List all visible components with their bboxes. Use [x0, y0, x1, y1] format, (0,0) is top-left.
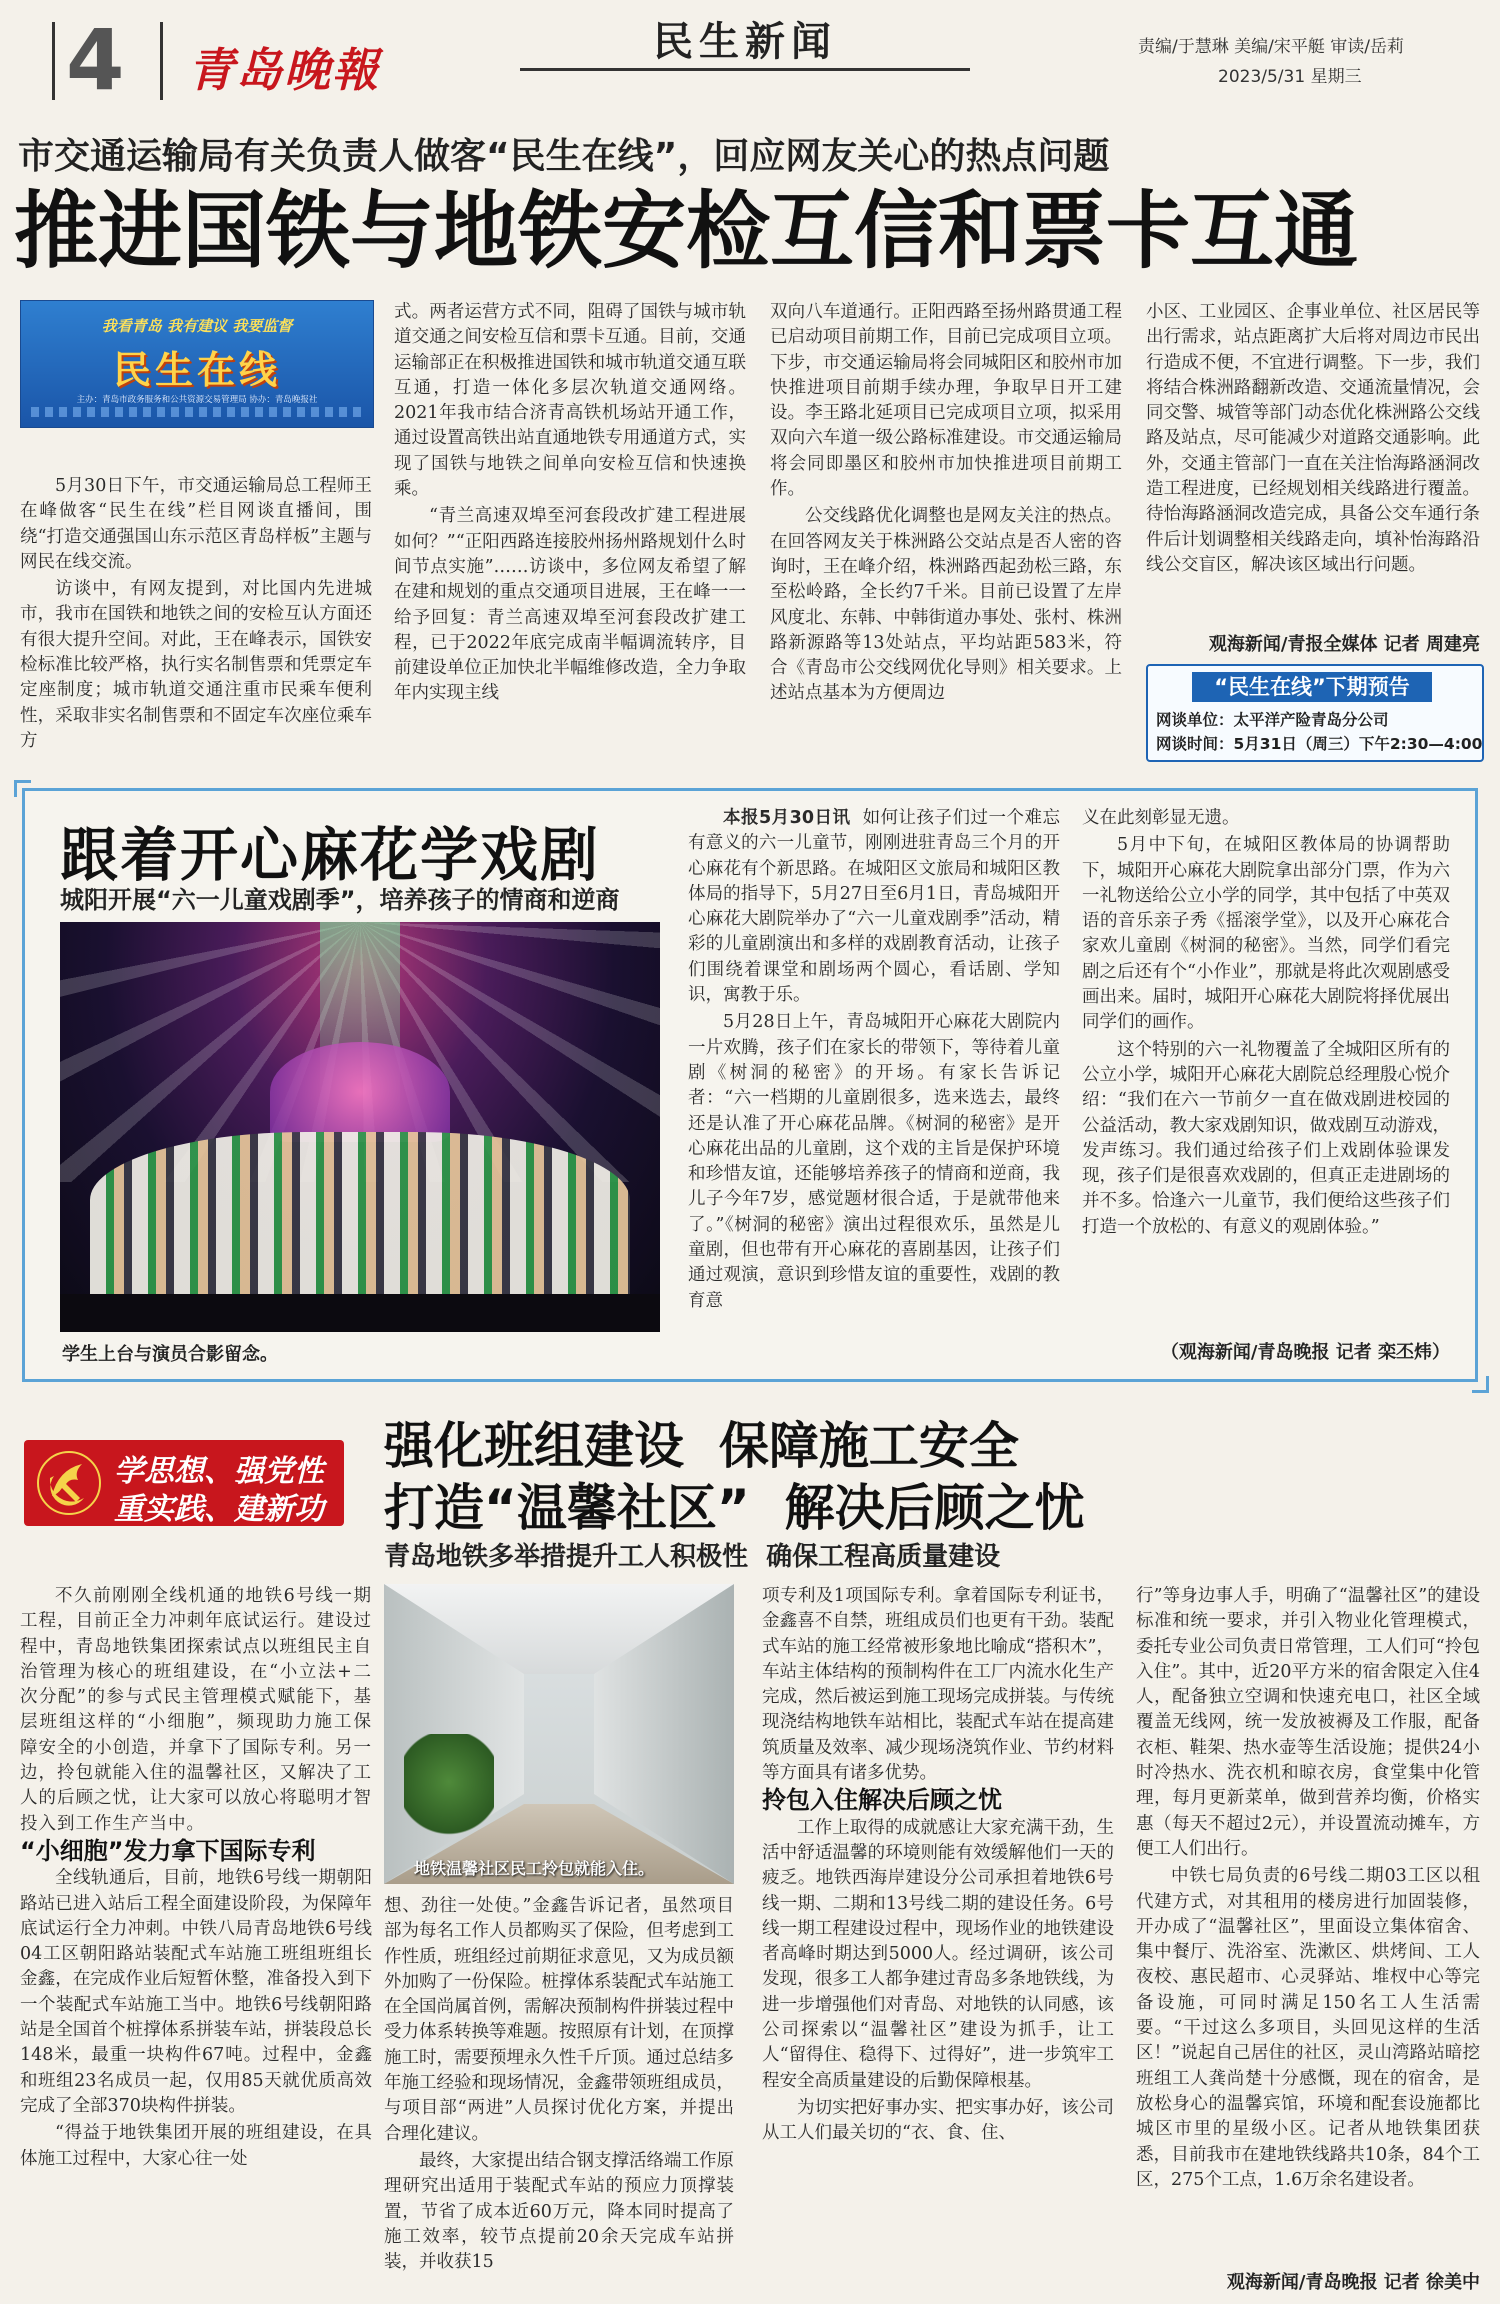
article3-headline-line-2: 打造“温馨社区” 解决后顾之忧 [384, 1479, 1085, 1537]
paragraph: 项专利及1项国际专利。拿着国际专利证书，金鑫喜不自禁，班组成员们也更有干劲。装配式车站的施工经常被形象地比喻成“搭积木”，车站主体结构的预制构件在工厂内流水化生产完成，然后被运到施工现场完成拼装。与传统现浇结构地铁车站相比，装配式车站在提高建筑质量及效率、减少现场浇筑作业、节约材料等方面具有诸多优势。 [762, 1586, 1114, 1784]
article1-column-2 [394, 300, 746, 774]
paragraph: 想、劲往一处使。”金鑫告诉记者，虽然项目部为每名工作人员都购买了保险，但考虑到工作性质，班组经过前期征求意见，又为成员额外加购了一份保险。桩撑体系装配式车站施工在全国尚属首例，需解决预制构件拼装过程中受力体系转换等难题。按照原有计划，在顶撑施工时，需要预埋永久性千斤顶。通过总结多年施工经验和现场情况，金鑫带领班组成员，与项目部“两进”人员探讨优化方案，并提出合理化建议。 [384, 1896, 734, 2144]
paragraph: 工作上取得的成就感让大家充满干劲，生活中舒适温馨的环境则能有效缓解他们一天的疲乏。地铁西海岸建设分公司承担着地铁6号线一期、二期和13号线二期的建设任务。6号线一期工程建设过程中，现场作业的地铁建设者高峰时期达到5000人。经过调研，该公司发现，很多工人都争建过青岛多条地铁线，为进一步增强他们对青岛、对地铁的认同感，该公司探索以“温馨社区”建设为抓手，让工人“留得住、稳得下、过得好”，进一步筑牢工程安全高质量建设的后勤保障根基。 [762, 1817, 1114, 2091]
masthead-mid-rule [160, 22, 163, 100]
masthead-rule [520, 68, 970, 71]
masthead-left-rule [52, 22, 55, 100]
students-group [90, 1132, 630, 1302]
editor-credits: 责编/于慧琳 美编/宋平艇 审读/岳莉 [1138, 37, 1404, 57]
party-emblem-icon [36, 1450, 102, 1516]
article3-column-3 [762, 1584, 1114, 2304]
article2-subhead: 城阳开展“六一儿童戏剧季”，培养孩子的情商和逆商 [60, 886, 620, 914]
paragraph: 5月30日下午，市交通运输局总工程师王在峰做客“民生在线”栏目网谈直播间，围绕“打造交通强国山东示范区青岛样板”主题与网民在线交流。 [20, 476, 372, 572]
preview-guest: 网谈单位：太平洋产险青岛分公司 [1156, 711, 1389, 729]
dorm-photo [384, 1584, 734, 1884]
paragraph: 中铁七局负责的6号线二期03工区以租代建方式，对其租用的楼房进行加固装修，开办成了“温馨社区”，里面设立集体宿舍、集中餐厅、洗浴室、洗漱区、烘烤间、工人夜校、惠民超市、心灵驿站、堆杈中心等完备设施，可同时满足150名工人生活需要。“干过这么多项目，头回见这样的生活区！”说起自己居住的社区，灵山湾路站暗挖班组工人龚尚楚十分感慨，现在的宿舍，是放松身心的温馨宾馆，环境和配套设施都比城区市里的星级小区。记者从地铁集团获悉，目前我市在建地铁线路共10条，84个工区，275个工点，1.6万余名建设者。 [1136, 1866, 1480, 2190]
badge-line-1: 学思想、强党性 [114, 1454, 324, 1489]
minsheng-online-logo [20, 300, 374, 428]
paragraph-text: 如何让孩子们过一个难忘有意义的六一儿童节，刚刚进驻青岛三个月的开心麻花有个新思路。在城阳区文旅局和城阳区教体局的指导下，5月27日至6月1日，青岛城阳开心麻花大剧院举办了“六一儿童戏剧季”活动，精彩的儿童剧演出和多样的戏剧教育活动，让孩子们围绕着课堂和剧场两个圆心，看话剧、学知识，寓教于乐。 [688, 808, 1060, 1006]
paragraph: 5月中下旬，在城阳区教体局的协调帮助下，城阳开心麻花大剧院拿出部分门票，作为六一礼物送给公立小学的同学，其中包括了中英双语的音乐亲子秀《摇滚学堂》，以及开心麻花合家欢儿童剧《树洞的秘密》。当然，同学们看完剧之后还有个“小作业”，那就是将此次观剧感受画出来。届时，城阳开心麻花大剧院将择优展出同学们的画作。 [1082, 835, 1450, 1033]
article1-byline: 观海新闻/青报全媒体 记者 周建亮 [1208, 634, 1480, 655]
paper-name: 青岛晚報 [188, 43, 380, 97]
article1-column-3 [770, 300, 1122, 774]
article1-column-1 [20, 474, 372, 774]
paragraph: 最终，大家提出结合钢支撑活络端工作原理研究出适用于装配式车站的预应力顶撑装置，节省了成本近60万元，降本同时提高了施工效率，较节点提前20余天完成车站拼装，并收获15 [384, 2150, 734, 2273]
dorm-photo-caption: 地铁温馨社区民工拎包就能入住。 [414, 1859, 655, 1878]
preview-box [1146, 664, 1484, 762]
article3-column-4 [1136, 1584, 1480, 2264]
logo-title: 民生在线 [112, 348, 281, 392]
paragraph: “得益于地铁集团开展的班组建设，在具体施工过程中，大家心往一处 [20, 2123, 372, 2169]
badge-line-2: 重实践、建新功 [114, 1492, 324, 1527]
subheading-patent: “小细胞”发力拿下国际专利 [20, 1836, 316, 1865]
dateline: 本报5月30日讯 [723, 808, 851, 828]
stage-photo [60, 922, 660, 1332]
article2-headline: 跟着开心麻花学戏剧 [60, 821, 601, 889]
paragraph: 5月28日上午，青岛城阳开心麻花大剧院内一片欢腾，孩子们在家长的带领下，等待着儿童剧《树洞的秘密》的开场。有家长告诉记者：“六一档期的儿童剧很多，选来选去，最终还是认准了开心麻花品牌。《树洞的秘密》是开心麻花出品的儿童剧，这个戏的主旨是保护环境和珍惜友谊，还能够培养孩子的情商和逆商，我儿子今年7岁，感觉题材很合适，于是就带他来了。”《树洞的秘密》演出过程很欢乐，虽然是儿童剧，但也带有开心麻花的喜剧基因，让孩子们通过观演，意识到珍惜友谊的重要性，戏剧的教育意 [688, 1012, 1060, 1311]
stage-floor [60, 1294, 660, 1332]
paragraph: 这个特别的六一礼物覆盖了全城阳区所有的公立小学，城阳开心麻花大剧院总经理殷心悦介绍：“我们在六一节前夕一直在做戏剧进校园的公益活动，教大家戏剧知识，做戏剧互动游戏，发声练习。我们通过给孩子们上戏剧体验课发现，孩子们是很喜欢戏剧的，但真正走进剧场的并不多。恰逢六一儿童节，我们便给这些孩子们打造一个放松的、有意义的观剧体验。” [1082, 1039, 1450, 1237]
subheading-dorm: 拎包入住解决后顾之忧 [762, 1786, 1002, 1815]
logo-small-text: 主办：青岛市政务服务和公共资源交易管理局 协办：青岛晚报社 [76, 395, 318, 405]
paragraph: 式。两者运营方式不同，阻碍了国铁与城市轨道交通之间安检互信和票卡互通。目前，交通运输部正在积极推进国铁和城市轨道交通互联互通，打造一体化多层次轨道交通网络。2021年我市结合济青高铁机场站开通工作，通过设置高铁出站直通地铁专用通道方式，实现了国铁与地铁之间单向安检互信和快速换乘。 [394, 302, 746, 500]
article2-byline: （观海新闻/青岛晚报 记者 栾丕炜） [1160, 1342, 1450, 1363]
page-number: 4 [66, 11, 125, 109]
intro-paragraph: 不久前刚刚全线机通的地铁6号线一期工程，目前正全力冲刺年底试运行。建设过程中，青岛地铁集团探索试点以班组民主自治管理为核心的班组建设，在“小立法+二次分配”的参与式民主管理模式赋能下，基层班组这样的“小细胞”，频现助力施工保障安全的小创造，并拿下了国际专利。另一边，拎包就能入住的温馨社区，又解决了工人的后顾之忧，让大家可以放心将聪明才智投入到工作生产当中。 [20, 1586, 372, 1834]
article2-frame-corner-tl [14, 780, 31, 797]
masthead [0, 0, 1500, 110]
issue-date: 2023/5/31 星期三 [1218, 67, 1362, 87]
article3-subhead: 青岛地铁多举措提升工人积极性 确保工程高质量建设 [384, 1542, 1001, 1572]
paragraph: 访谈中，有网友提到，对比国内先进城市，我市在国铁和地铁之间的安检互认方面还有很大提升空间。对此，王在峰表示，国铁安检标准比较严格，执行实名制售票和凭票定车定座制度；城市轨道交通注重市民乘车便利性，采取非实名制售票和不固定车次座位乘车方 [20, 579, 372, 751]
article2-column-2 [1082, 806, 1450, 1338]
article3-column-2 [384, 1894, 734, 2304]
paragraph: 全线轨通后，目前，地铁6号线一期朝阳路站已进入站后工程全面建设阶段，为保障年底试运行全力冲刺。中铁八局青岛地铁6号线04工区朝阳路站装配式车站施工班组班组长金鑫，在完成作业后短暂休整，准备投入到下一个装配式车站施工当中。地铁6号线朝阳路站是全国首个桩撑体系拼装车站，拼装段总长148米，最重一块构件67吨。过程中，金鑫和班组23名成员一起，仅用85天就优质高效完成了全部370块构件拼装。 [20, 1868, 372, 2116]
party-badge [24, 1440, 344, 1526]
article1-headline: 推进国铁与地铁安检互信和票卡互通 [14, 182, 1359, 280]
stage-photo-caption: 学生上台与演员合影留念。 [62, 1344, 278, 1365]
article2-column-1 [688, 806, 1060, 1376]
preview-time: 网谈时间：5月31日（周三）下午2:30—4:00 [1156, 735, 1483, 753]
article3-headline-line-1: 强化班组建设 保障施工安全 [384, 1417, 1019, 1475]
paragraph: 行”等身边事人手，明确了“温馨社区”的建设标准和统一要求，并引入物业化管理模式，委托专业公司负责日常管理，工人们可“拎包入住”。其中，近20平方米的宿舍限定入住4人，配备独立空调和快速充电口，社区全域覆盖无线网，统一发放被褥及工作服，配备衣柜、鞋架、热水壶等生活设施；提供24小时冷热水、洗衣机和晾衣房，食堂集中化管理，每月更新菜单，做到营养均衡，价格实惠（每天不超过2元），并设置流动摊车，方便工人们出行。 [1136, 1586, 1480, 1859]
logo-decoration [31, 407, 363, 417]
stage-backdrop [270, 1042, 450, 1142]
paragraph [688, 806, 1060, 1008]
article3-column-1 [20, 1584, 372, 2304]
article2-frame-corner-br [1472, 1376, 1489, 1393]
section-name: 民生新闻 [653, 18, 837, 65]
logo-slogan: 我看青岛 我有建议 我要监督 [101, 317, 293, 335]
article1-kicker: 市交通运输局有关负责人做客“民生在线”，回应网友关心的热点问题 [18, 136, 1110, 177]
paragraph: 小区、工业园区、企事业单位、社区居民等出行需求，站点距离扩大后将对周边市民出行造成不便，不宜进行调整。下一步，我们将结合株洲路翻新改造、交通流量情况，会同交警、城管等部门动态优化株洲路公交线路及站点，尽可能减少对道路交通影响。此外，交通主管部门一直在关注怡海路涵洞改造工程进度，已经规划相关线路进行覆盖。待怡海路涵洞改造完成，具备公交车通行条件后计划调整相关线路走向，填补怡海路沿线公交盲区，解决该区域出行问题。 [1146, 302, 1480, 575]
preview-title: “民生在线”下期预告 [1192, 672, 1432, 702]
article3-byline: 观海新闻/青岛晚报 记者 徐美中 [1226, 2272, 1480, 2293]
paragraph: 义在此刻彰显无遗。 [1082, 808, 1240, 828]
paragraph: “青兰高速双埠至河套段改扩建工程进展如何？”“正阳西路连接胶州扬州路规划什么时间节点实施”……访谈中，多位网友希望了解在建和规划的重点交通项目进展，王在峰一一给予回复：青兰高速双埠至河套段改扩建工程，已于2022年底完成南半幅调流转序，目前建设单位正加快北半幅维修改造，全力争取年内实现主线 [394, 506, 746, 704]
paragraph: 公交线路优化调整也是网友关注的热点。在回答网友关于株洲路公交站点是否人密的咨询时，王在峰介绍，株洲路西起劲松三路，东至松岭路，全长约7千米。目前已设置了左岸风度北、东韩、中韩街道办事处、张村、株洲路新源路等13处站点，平均站距583米，符合《青岛市公交线网优化导则》相关要求。上述站点基本为方便周边 [770, 506, 1122, 704]
article1-column-4 [1146, 300, 1480, 634]
paragraph: 双向八车道通行。正阳西路至扬州路贯通工程已启动项目前期工作，目前已完成项目立项。下步，市交通运输局将会同城阳区和胶州市加快推进项目前期手续办理，争取早日开工建设。李王路北延项目已完成项目立项，拟采用双向六车道一级公路标准建设。市交通运输局将会同即墨区和胶州市加快推进项目前期工作。 [770, 302, 1122, 500]
paragraph: 为切实把好事办实、把实事办好，该公司从工人们最关切的“衣、食、住、 [762, 2097, 1114, 2144]
